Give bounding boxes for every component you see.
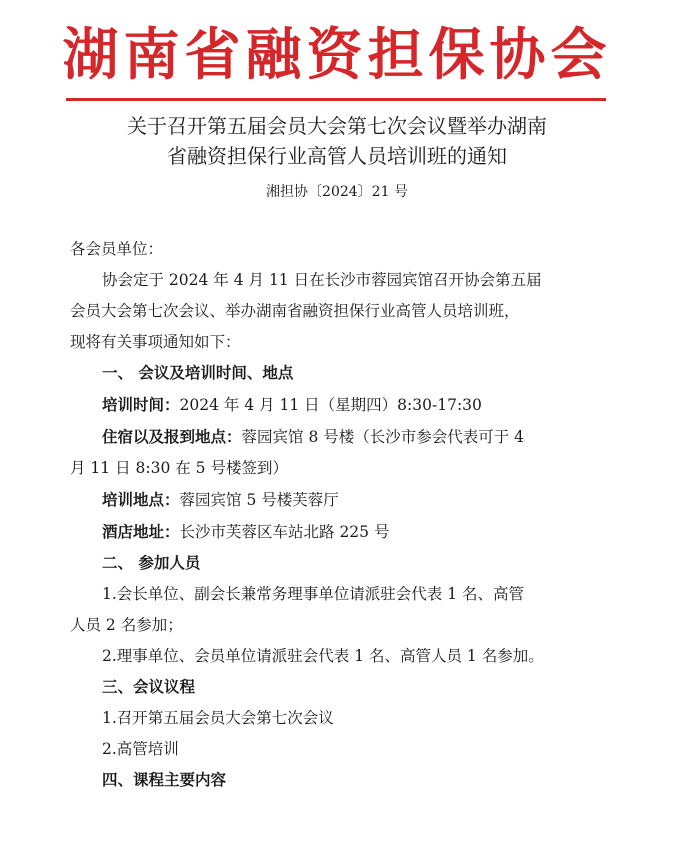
letterhead-divider xyxy=(66,98,606,101)
training-time-value: 2024 年 4 月 11 日（星期四）8:30-17:30 xyxy=(179,396,482,414)
lodging-location xyxy=(70,421,610,453)
participants-item-2: 2.理事单位、会员单位请派驻会代表 1 名、高管人员 1 名参加。 xyxy=(102,647,544,665)
intro-line: 协会定于 2024 年 4 月 11 日在长沙市蓉园宾馆召开协会第五届 xyxy=(102,271,542,289)
org-letterhead: 湖南省融资担保协会 xyxy=(62,22,612,88)
training-time-label: 培训时间： xyxy=(102,395,180,414)
agenda-item-1: 1.召开第五届会员大会第七次会议 xyxy=(102,709,334,727)
notice-title-line1: 关于召开第五届会员大会第七次会议暨举办湖南 xyxy=(127,114,547,138)
section-heading-4: 四、课程主要内容 xyxy=(102,771,227,789)
section-heading-3: 三、会议议程 xyxy=(102,678,196,696)
notice-body xyxy=(70,234,610,796)
intro-line: 会员大会第七次会议、举办湖南省融资担保行业高管人员培训班， xyxy=(70,302,520,320)
training-time xyxy=(70,389,610,421)
document-number: 湘担协〔2024〕21 号 xyxy=(266,184,408,200)
venue-value: 蓉园宾馆 5 号楼芙蓉厅 xyxy=(179,491,339,509)
hotel-value: 长沙市芙蓉区车站北路 225 号 xyxy=(179,523,390,541)
intro-line: 现将有关事项通知如下： xyxy=(70,333,241,351)
participants-item-1-cont: 人员 2 名参加； xyxy=(70,616,183,634)
hotel-address xyxy=(70,516,610,548)
notice-title xyxy=(60,111,614,171)
salutation: 各会员单位： xyxy=(70,240,164,258)
agenda-item-2: 2.高管培训 xyxy=(102,740,179,758)
section-heading-2: 二、 参加人员 xyxy=(102,554,201,572)
lodging-location-cont: 月 11 日 8:30 在 5 号楼签到） xyxy=(70,459,288,477)
participants-item-1: 1.会长单位、副会长兼常务理事单位请派驻会代表 1 名、高管 xyxy=(102,585,525,603)
hotel-label: 酒店地址： xyxy=(102,522,180,541)
venue-label: 培训地点： xyxy=(102,490,180,509)
lodging-label: 住宿以及报到地点： xyxy=(102,427,242,446)
lodging-value: 蓉园宾馆 8 号楼（长沙市参会代表可于 4 xyxy=(241,428,525,446)
section-heading-1: 一、 会议及培训时间、地点 xyxy=(102,364,294,382)
training-venue xyxy=(70,484,610,516)
notice-title-line2: 省融资担保行业高管人员培训班的通知 xyxy=(167,144,507,168)
